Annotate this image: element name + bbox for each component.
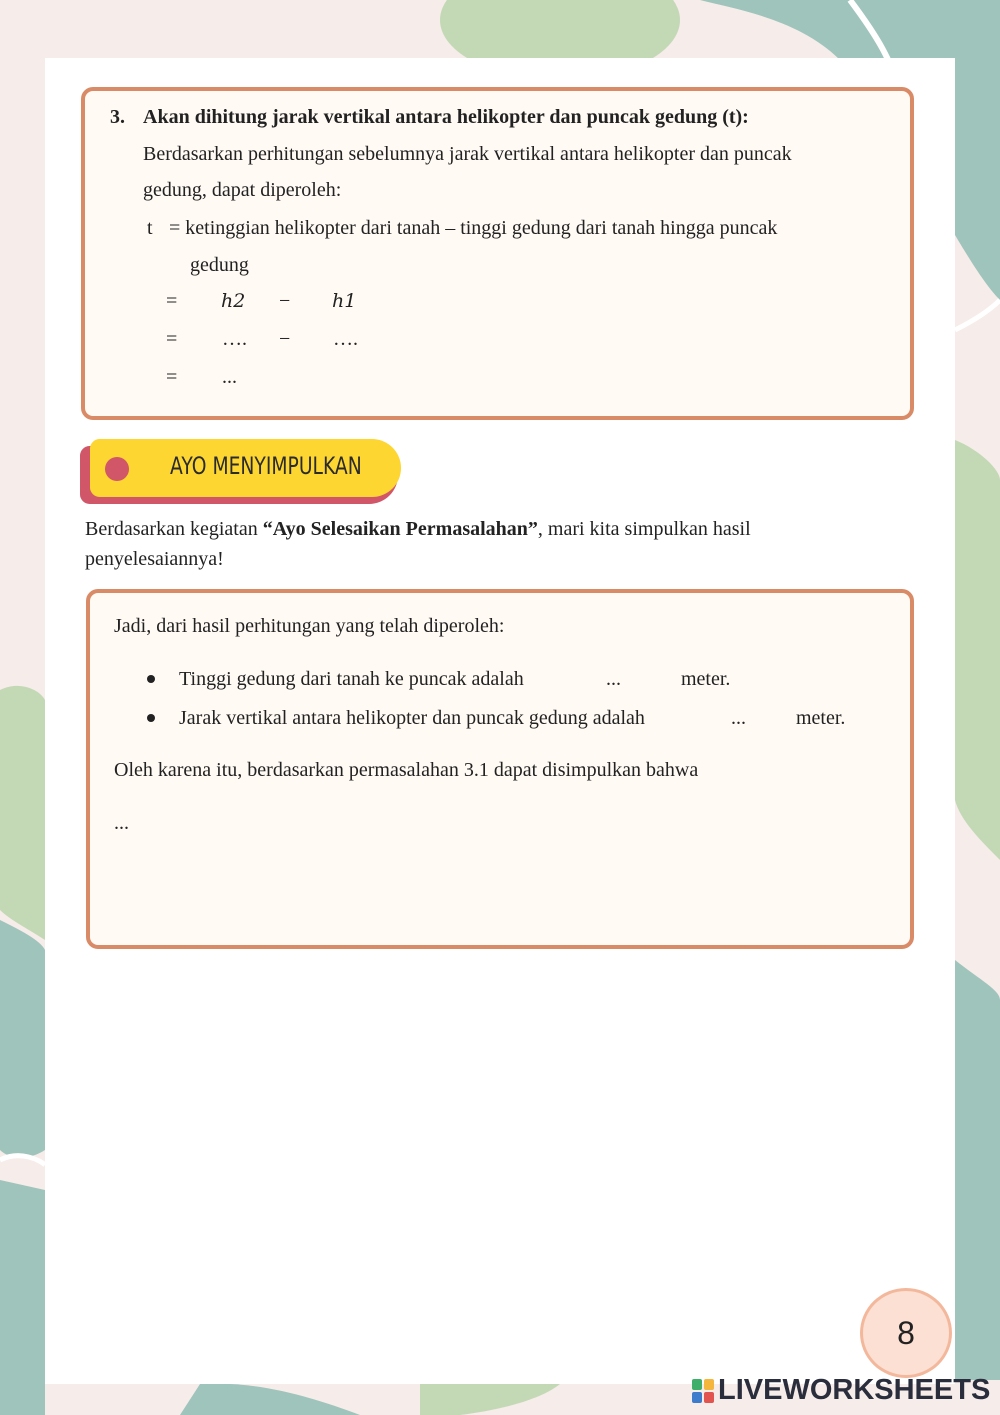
bullet2-unit: meter. <box>796 707 846 729</box>
equation1-equals: = <box>166 290 178 312</box>
conclusion-intro-prefix: Berdasarkan kegiatan <box>85 518 263 540</box>
equation3-equals: = <box>166 366 178 388</box>
bullet1-dot <box>147 675 155 683</box>
equation1-minus: − <box>279 290 291 312</box>
banner-dot-icon <box>105 457 129 481</box>
bullet1-unit: meter. <box>681 668 731 690</box>
question-title: Akan dihitung jarak vertikal antara helikopter dan puncak gedung (t): <box>143 106 749 128</box>
conclusion-intro-activity: “Ayo Selesaikan Permasalahan” <box>262 518 538 540</box>
bullet2-text: Jarak vertikal antara helikopter dan puncak gedung adalah <box>179 707 645 729</box>
equation2-minus: − <box>279 328 291 350</box>
equation2-blank-h2[interactable]: …. <box>222 328 247 350</box>
definition-line1: = ketinggian helikopter dari tanah – tinggi gedung dari tanah hingga puncak <box>169 217 778 239</box>
brand-watermark <box>692 1374 990 1407</box>
summary-heading: Jadi, dari hasil perhitungan yang telah diperoleh: <box>114 615 505 637</box>
brand-name: LIVEWORKSHEETS <box>718 1374 991 1406</box>
bullet1-blank[interactable]: ... <box>606 668 621 690</box>
question-intro-line2: gedung, dapat diperoleh: <box>143 179 342 201</box>
definition-line2: gedung <box>190 254 249 276</box>
summary-answer-blank[interactable]: ... <box>114 812 129 834</box>
variable-t: t <box>147 217 153 239</box>
bullet2-dot <box>147 714 155 722</box>
page-number-label: 8 <box>897 1314 915 1351</box>
conclusion-intro-suffix: , mari kita simpulkan hasil <box>537 518 751 540</box>
summary-closing: Oleh karena itu, berdasarkan permasalahan 3.1 dapat disimpulkan bahwa <box>114 759 699 781</box>
page-number <box>860 1288 952 1378</box>
equation1-h1: h1 <box>332 290 357 312</box>
question-intro-line1: Berdasarkan perhitungan sebelumnya jarak vertikal antara helikopter dan puncak <box>143 143 792 165</box>
bullet1-text: Tinggi gedung dari tanah ke puncak adalah <box>179 668 524 690</box>
conclusion-intro-line2: penyelesaiannya! <box>85 548 224 570</box>
question-number: 3. <box>110 106 125 128</box>
conclusion-intro-line1 <box>85 518 751 541</box>
liveworksheets-logo-icon <box>692 1379 714 1403</box>
equation2-blank-h1[interactable]: …. <box>333 328 358 350</box>
equation2-equals[interactable]: = <box>166 328 178 350</box>
equation3-blank-result[interactable]: ... <box>222 366 237 388</box>
equation1-h2: h2 <box>221 290 246 312</box>
section-title: AYO MENYIMPULKAN <box>170 452 362 480</box>
bullet2-blank[interactable]: ... <box>731 707 746 729</box>
